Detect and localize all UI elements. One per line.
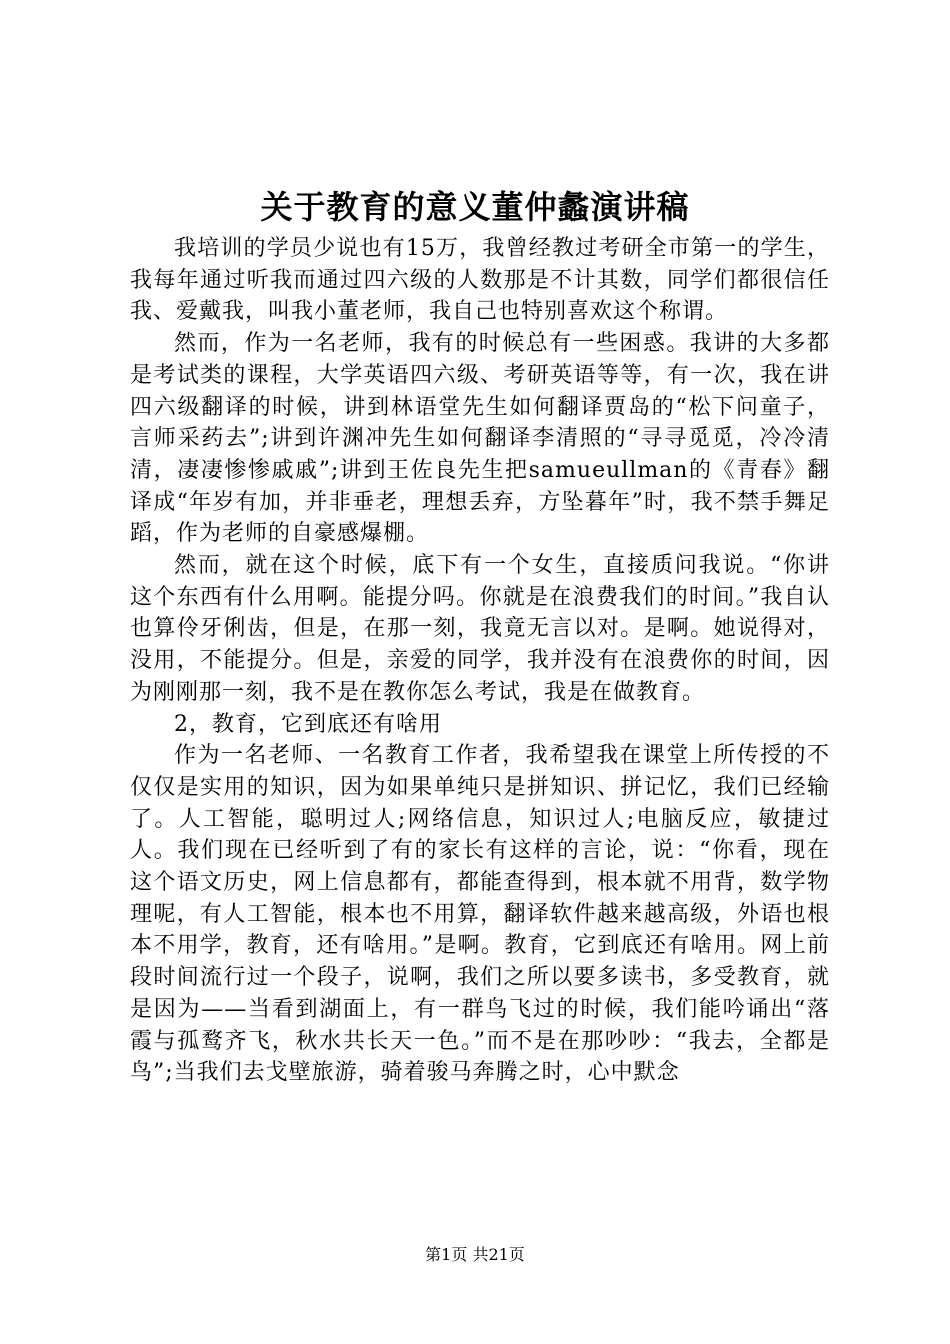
document-title: 关于教育的意义董仲蠡演讲稿	[260, 188, 690, 226]
paragraph-4: 作为一名老师、一名教育工作者，我希望我在课堂上所传授的不仅仅是实用的知识，因为如果单纯只是拼知识、拼记忆，我们已经输了。人工智能，聪明过人;网络信息，知识过人;电脑反应，敏捷过人。我们现在已经听到了有的家长有这样的言论，说：“你看，现在这个语文历史，网上信息都有，都能查得到，根本就不用背，数学物理呢，有人工智能，根本也不用算，翻译软件越来越高级，外语也根本不用学，教育，还有啥用。”是啊。教育，它到底还有啥用。网上前段时间流行过一个段子，说啊，我们之所以要多读书，多受教育，就是因为——当看到湖面上，有一群鸟飞过的时候，我们能吟诵出“落霞与孤鹜齐飞，秋水共长天一色。”而不是在那吵吵：“我去，全都是鸟”;当我们去戈壁旅游，骑着骏马奔腾之时，心中默念	[130, 743, 830, 1086]
page-footer: 第1页 共21页	[425, 1245, 525, 1264]
paragraph-1: 我培训的学员少说也有15万，我曾经教过考研全市第一的学生，我每年通过听我而通过四六级的人数那是不计其数，同学们都很信任我、爱戴我，叫我小董老师，我自己也特别喜欢这个称谓。	[130, 236, 830, 325]
paragraph-3: 然而，就在这个时候，底下有一个女生，直接质问我说。“你讲这个东西有什么用啊。能提分吗。你就是在浪费我们的时间。”我自认也算伶牙俐齿，但是，在那一刻，我竟无言以对。是啊。她说得对，没用，不能提分。但是，亲爱的同学，我并没有在浪费你的时间，因为刚刚那一刻，我不是在教你怎么考试，我是在做教育。	[130, 553, 830, 705]
paragraph-2: 然而，作为一名老师，我有的时候总有一些困惑。我讲的大多都是考试类的课程，大学英语四六级、考研英语等等，有一次，我在讲四六级翻译的时候，讲到林语堂先生如何翻译贾岛的“松下问童子，言师采药去”;讲到许渊冲先生如何翻译李清照的“寻寻觅觅，冷冷清清，凄凄惨惨戚戚”;讲到王佐良先生把samueullman的《青春》翻译成“年岁有加，并非垂老，理想丢弃，方坠暮年”时，我不禁手舞足蹈，作为老师的自豪感爆棚。	[130, 331, 830, 547]
document-body	[130, 233, 830, 1089]
section-heading: 2，教育，它到底还有啥用	[174, 711, 442, 737]
